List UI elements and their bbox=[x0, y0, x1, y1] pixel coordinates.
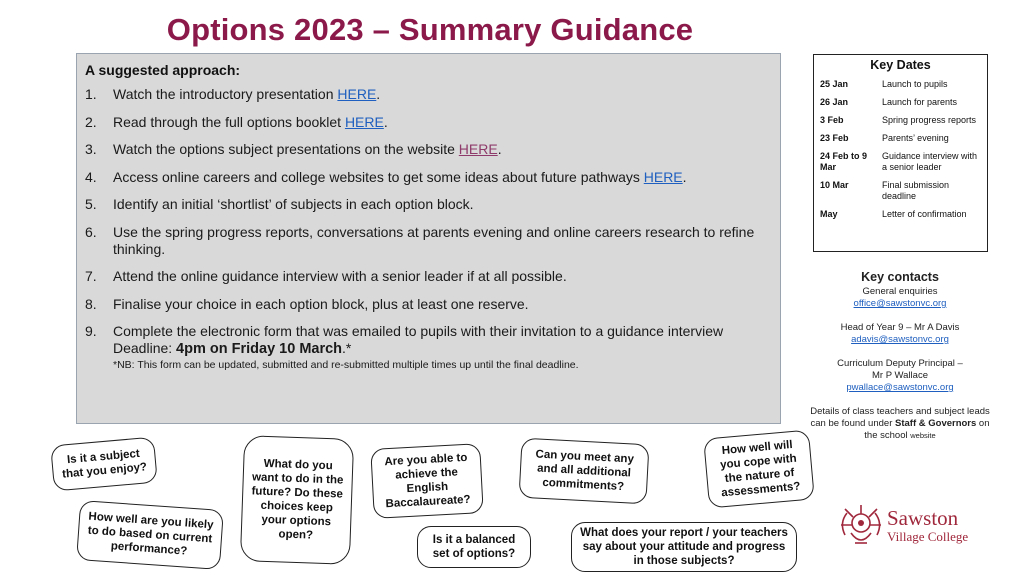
date-row: 26 Jan Launch for parents bbox=[820, 97, 958, 107]
intro-presentation-link[interactable]: HERE bbox=[337, 86, 377, 102]
page-title: Options 2023 – Summary Guidance bbox=[166, 12, 694, 47]
hoy-email-link[interactable]: adavis@sawstonvc.org bbox=[851, 334, 949, 345]
step-item: 8. Finalise your choice in each option block, plus at least one reserve. bbox=[85, 295, 529, 312]
approach-heading: A suggested approach: bbox=[85, 62, 241, 78]
question-bubble: How well are you likely to do based on current performance? bbox=[76, 500, 224, 570]
step-item: 9. Complete the electronic form that was emailed to pupils with their invitation to a guidance interview Deadline: 4pm on Friday 10 March.* *NB: This form can be updated, submitted and re-submitted multiple times up until the final deadline. bbox=[85, 323, 770, 372]
careers-websites-link[interactable]: HERE bbox=[643, 168, 683, 185]
step-item: 4. Access online careers and college websites to get some ideas about future pathways HERE. bbox=[85, 168, 687, 185]
step-item: 3. Watch the options subject presentations on the website HERE. bbox=[85, 141, 502, 157]
subject-presentations-link[interactable]: HERE bbox=[458, 141, 498, 157]
steps-list bbox=[85, 86, 770, 372]
nb-note: *NB: This form can be updated, submitted and re-submitted multiple times up until the final deadline. bbox=[113, 359, 579, 371]
general-email-link[interactable]: office@sawstonvc.org bbox=[853, 298, 947, 309]
question-bubble: Is it a balanced set of options? bbox=[417, 526, 531, 568]
date-row: 10 Mar Final submission deadline bbox=[820, 180, 950, 201]
step-item: 5. Identify an initial ‘shortlist’ of subjects in each option block. bbox=[85, 196, 474, 212]
step-item: 6. Use the spring progress reports, conversations at parents evening and online careers research to refine thinking. bbox=[85, 223, 755, 257]
step-item: 2. Read through the full options booklet HERE. bbox=[85, 113, 388, 130]
details-note: Details of class teachers and subject leads can be found under Staff & Governors on the school website bbox=[810, 406, 990, 441]
head-of-year-label: Head of Year 9 – Mr A Davis bbox=[840, 322, 960, 333]
question-bubble: How well will you cope with the nature of assessments? bbox=[703, 430, 815, 509]
suggested-approach-panel bbox=[76, 53, 781, 424]
key-dates-box bbox=[813, 54, 988, 252]
date-row: 3 Feb Spring progress reports bbox=[820, 115, 977, 125]
general-enquiries-label: General enquiries bbox=[862, 286, 938, 297]
deputy-principal-name: Mr P Wallace bbox=[872, 370, 928, 381]
deputy-principal-label: Curriculum Deputy Principal – bbox=[837, 358, 963, 369]
key-dates-title: Key Dates bbox=[870, 58, 931, 72]
deadline-value: 4pm on Friday 10 March bbox=[176, 341, 343, 357]
question-bubble: Is it a subject that you enjoy? bbox=[50, 437, 158, 492]
question-bubble: Can you meet any and all additional commitments? bbox=[519, 438, 650, 505]
step-item: 7. Attend the online guidance interview with a senior leader if at all possible. bbox=[85, 268, 567, 284]
crest-icon bbox=[835, 499, 887, 551]
school-logo bbox=[835, 496, 985, 554]
date-row: 24 Feb to 9 Mar Guidance interview with a senior leader bbox=[820, 151, 978, 172]
date-row: 23 Feb Parents’ evening bbox=[820, 133, 949, 143]
key-contacts bbox=[810, 271, 990, 442]
date-row: 25 Jan Launch to pupils bbox=[820, 79, 948, 89]
question-bubble: What do you want to do in the future? Do these choices keep your options open? bbox=[240, 435, 354, 565]
step-item: 1. Watch the introductory presentation HERE. bbox=[85, 86, 381, 102]
deputy-email-link[interactable]: pwallace@sawstonvc.org bbox=[846, 382, 954, 393]
question-bubble: What does your report / your teachers say about your attitude and progress in those subjects? bbox=[571, 522, 797, 572]
options-booklet-link[interactable]: HERE bbox=[344, 113, 384, 130]
date-row: May Letter of confirmation bbox=[820, 209, 967, 219]
question-bubble: Are you able to achieve the English Baccalaureate? bbox=[370, 443, 484, 519]
school-name: Sawston Village College bbox=[887, 505, 969, 544]
contacts-heading: Key contacts bbox=[861, 270, 939, 284]
